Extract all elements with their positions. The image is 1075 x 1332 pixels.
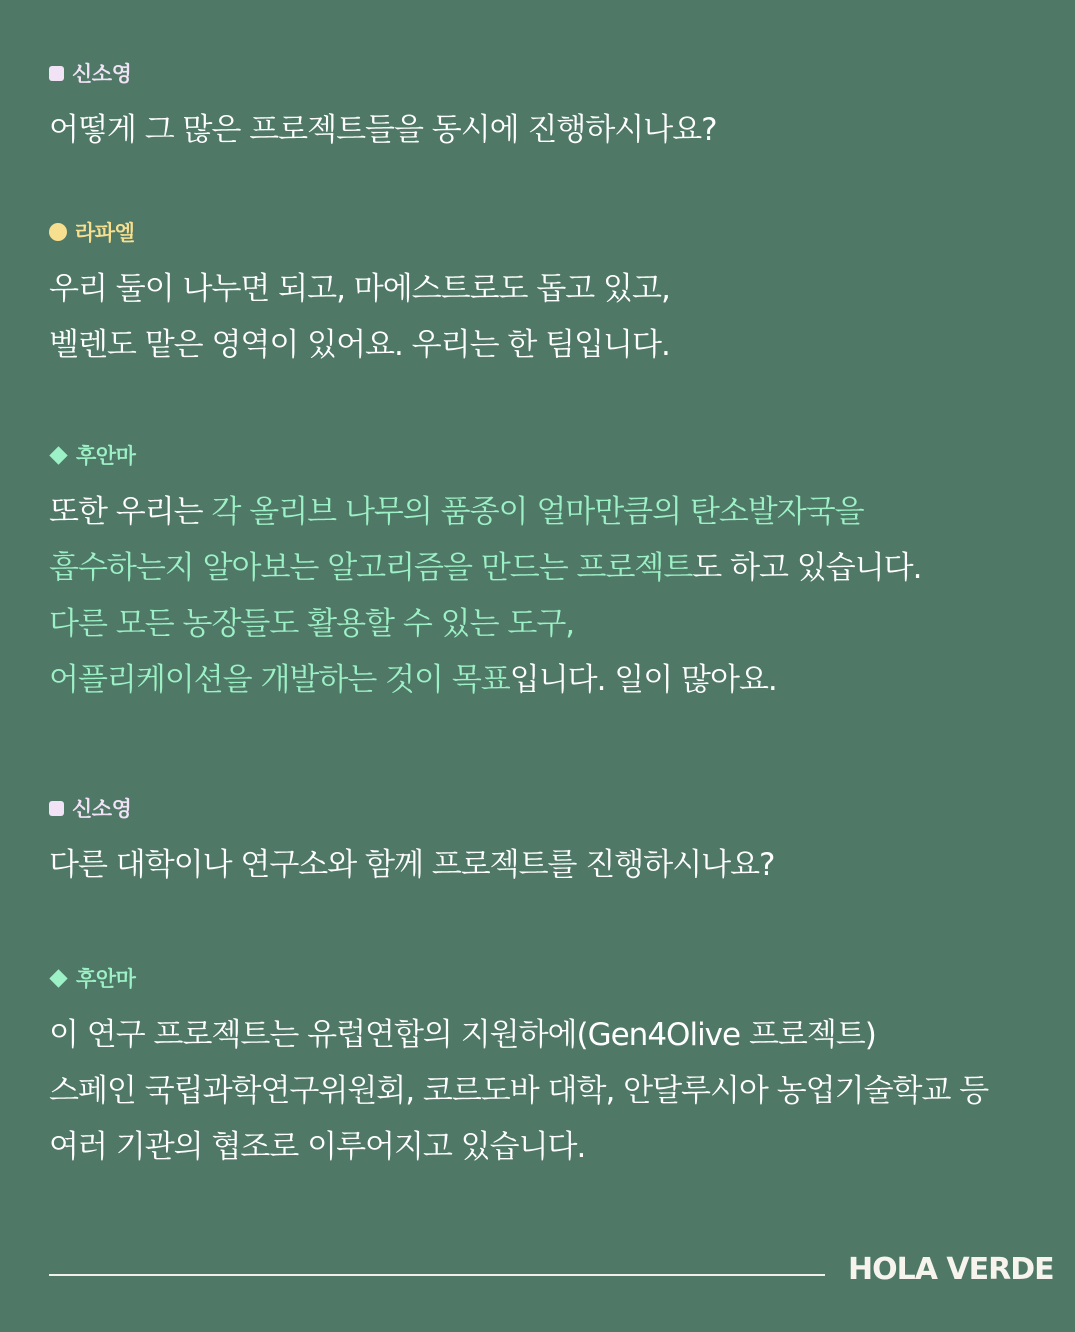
dialogue-block-juanma-1 [49,440,921,708]
speaker-label [49,963,988,993]
dialogue-line [49,484,921,540]
dialogue-text [49,484,921,708]
speaker-name: 신소영 [72,62,132,86]
dialogue-block-juanma-2 [49,963,988,1175]
footer-divider [49,1274,825,1276]
diamond-icon [49,446,67,464]
square-icon [49,66,64,81]
dialogue-line [49,261,670,317]
body-text: 입니다. 일이 많아요. [509,662,777,698]
dialogue-line [49,837,774,893]
speaker-name: 후안마 [76,967,136,991]
diamond-icon [49,969,67,987]
highlighted-text: 흡수하는지 알아보는 알고리즘을 만드는 프로젝트 [49,550,693,586]
body-text: 이 연구 프로젝트는 유럽연합의 지원하에(Gen4Olive 프로젝트) [49,1017,876,1053]
highlighted-text: 각 올리브 나무의 품종이 얼마만큼의 탄소발자국을 [211,494,864,530]
body-text: 도 하고 있습니다. [692,550,922,586]
dialogue-text [49,102,717,158]
highlighted-text: 다른 모든 농장들도 활용할 수 있는 도구, [49,606,575,642]
speaker-name: 라파엘 [75,221,135,245]
highlighted-text: 어플리케이션을 개발하는 것이 목표 [49,662,510,698]
speaker-label [49,217,670,247]
speaker-label [49,440,921,470]
body-text: 여러 기관의 협조로 이루어지고 있습니다. [49,1129,586,1165]
dialogue-line [49,1119,988,1175]
dialogue-line [49,1007,988,1063]
dialogue-text [49,261,670,373]
dialogue-text [49,1007,988,1175]
body-text: 우리 둘이 나누면 되고, 마에스트로도 돕고 있고, [49,271,670,307]
dialogue-line [49,317,670,373]
body-text: 다른 대학이나 연구소와 함께 프로젝트를 진행하시나요? [49,847,775,883]
speaker-name: 신소영 [72,797,132,821]
body-text: 또한 우리는 [49,494,212,530]
body-text: 스페인 국립과학연구위원회, 코르도바 대학, 안달루시아 농업기술학교 등 [49,1073,989,1109]
dialogue-text [49,837,774,893]
speaker-name: 후안마 [76,444,136,468]
body-text: 벨렌도 맡은 영역이 있어요. 우리는 한 팀입니다. [49,327,670,363]
dialogue-line [49,1063,988,1119]
speaker-label [49,793,774,823]
dialogue-block-shinsoyoung-1 [49,58,717,158]
circle-icon [49,223,67,241]
dialogue-block-rafael [49,217,670,373]
speaker-label [49,58,717,88]
square-icon [49,801,64,816]
dialogue-line [49,102,717,158]
hola-verde-logo: HOLA VERDE [848,1252,1054,1287]
dialogue-line [49,540,921,596]
dialogue-block-shinsoyoung-2 [49,793,774,893]
dialogue-line [49,652,921,708]
dialogue-line [49,596,921,652]
body-text: 어떻게 그 많은 프로젝트들을 동시에 진행하시나요? [49,112,717,148]
